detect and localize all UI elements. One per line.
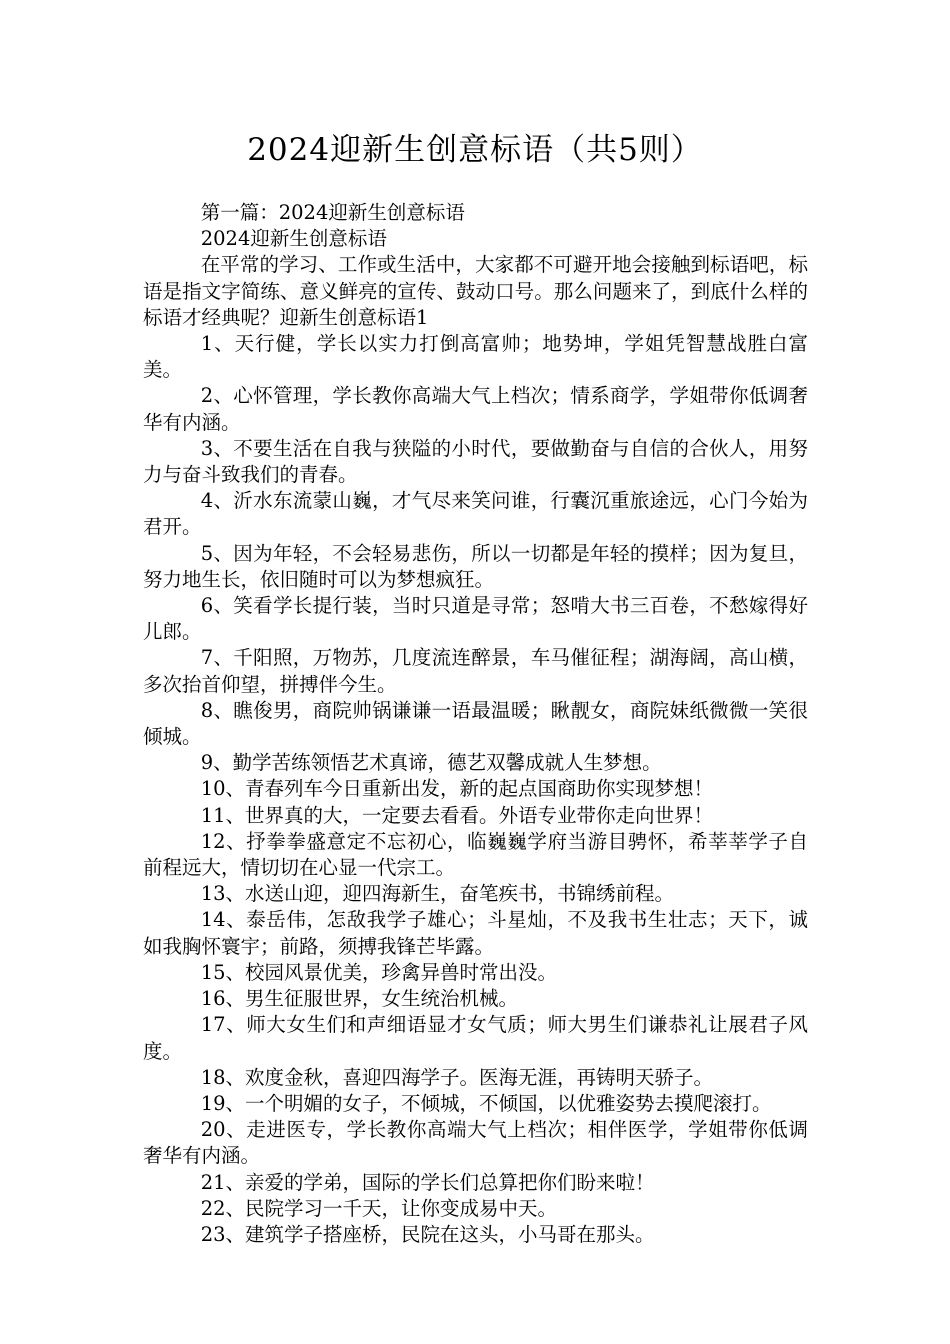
- slogan-item: 2、心怀管理，学长教你高端大气上档次；情系商学，学姐带你低调奢华有内涵。: [143, 384, 808, 434]
- slogan-item: 17、师大女生们和声细语显才女气质；师大男生们谦恭礼让展君子风度。: [143, 1013, 808, 1063]
- slogan-item: 23、建筑学子搭座桥，民院在这头，小马哥在那头。: [200, 1222, 655, 1246]
- document-body: [143, 200, 808, 1248]
- slogan-item: 15、校园风景优美，珍禽异兽时常出没。: [200, 960, 558, 984]
- slogan-item: 16、男生征服世界，女生统治机械。: [200, 987, 519, 1011]
- section-heading: 第一篇：2024迎新生创意标语: [200, 201, 465, 224]
- slogan-item: 7、千阳照，万物苏，几度流连醉景，车马催征程；湖海阔，高山横，多次抬首仰望，拼搏伴今生。: [143, 646, 808, 696]
- slogan-item: 9、勤学苦练领悟艺术真谛，德艺双馨成就人生梦想。: [200, 751, 662, 775]
- slogan-item: 18、欢度金秋，喜迎四海学子。医海无涯，再铸明天骄子。: [200, 1065, 714, 1089]
- slogan-item: 19、一个明媚的女子，不倾城，不倾国，以优雅姿势去摸爬滚打。: [200, 1091, 772, 1115]
- slogan-item: 6、笑看学长提行装，当时只道是寻常；怒啃大书三百卷，不愁嫁得好儿郎。: [143, 594, 808, 644]
- slogan-item: 8、瞧俊男，商院帅锅谦谦一语最温暖；瞅靓女，商院妹纸微微一笑很倾城。: [143, 698, 808, 749]
- slogan-item: 4、沂水东流蒙山巍，才气尽来笑问谁，行囊沉重旅途远，心门今始为君开。: [143, 489, 808, 539]
- slogan-item: 3、不要生活在自我与狭隘的小时代，要做勤奋与自信的合伙人，用努力与奋斗致我们的青春。: [143, 436, 808, 487]
- slogan-item: 21、亲爱的学弟，国际的学长们总算把你们盼来啦！: [200, 1170, 655, 1194]
- slogan-item: 22、民院学习一千天，让你变成易中天。: [200, 1196, 558, 1220]
- slogan-item: 14、泰岳伟，怎敌我学子雄心；斗星灿，不及我书生壮志；天下，诚如我胸怀寰宇；前路，须搏我锋芒毕露。: [143, 908, 808, 958]
- slogan-item: 12、抒拳拳盛意定不忘初心，临巍巍学府当游目骋怀，希莘莘学子自前程远大，情切切在心显一代宗工。: [143, 829, 808, 880]
- slogan-item: 13、水送山迎，迎四海新生，奋笔疾书，书锦绣前程。: [200, 882, 675, 906]
- slogan-item: 20、走进医专，学长教你高端大气上档次；相伴医学，学姐带你低调奢华有内涵。: [143, 1118, 808, 1168]
- subheading: 2024迎新生创意标语: [200, 227, 387, 251]
- slogan-item: 5、因为年轻，不会轻易悲伤，所以一切都是年轻的摸样；因为复旦，努力地生长，依旧随时可以为梦想疯狂。: [143, 541, 808, 591]
- slogan-item: 10、青春列车今日重新出发，新的起点国商助你实现梦想！: [200, 777, 714, 801]
- slogan-item: 1、天行健，学长以实力打倒高富帅；地势坤，学姐凭智慧战胜白富美。: [143, 332, 808, 382]
- intro-paragraph: 在平常的学习、工作或生活中，大家都不可避开地会接触到标语吧，标语是指文字简练、意义鲜亮的宣传、鼓动口号。那么问题来了，到底什么样的标语才经典呢？迎新生创意标语1: [143, 253, 808, 329]
- document-title: 2024迎新生创意标语（共5则）: [247, 132, 703, 168]
- slogan-item: 11、世界真的大，一定要去看看。外语专业带你走向世界！: [200, 803, 714, 827]
